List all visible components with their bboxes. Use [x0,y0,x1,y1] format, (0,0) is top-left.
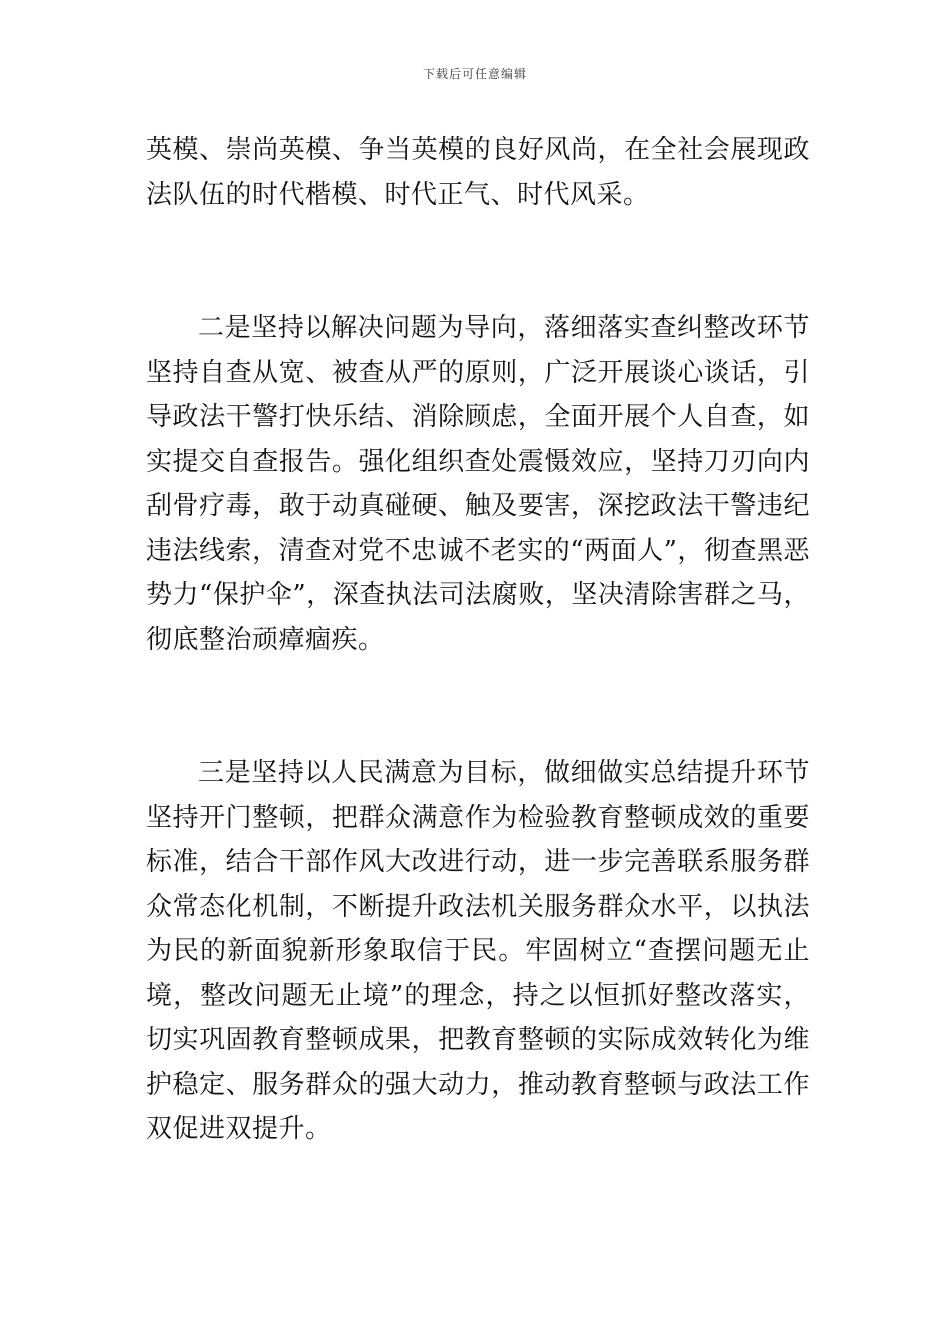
page-header: 下载后可任意编辑 [422,67,527,81]
paragraph-continuation: 英模、崇尚英模、争当英模的良好风尚，在全社会展现政法队伍的时代楷模、时代正气、时代风采。 [146,135,810,210]
paragraph-gap [146,217,810,306]
document-body [146,128,810,1152]
paragraph-three: 三是坚持以人民满意为目标，做细做实总结提升环节坚持开门整顿，把群众满意作为检验教育整顿成效的重要标准，结合干部作风大改进行动，进一步完善联系服务群众常态化机制，不断提升政法机关服务群众水平，以执法为民的新面貌新形象取信于民。牢固树立“查摆问题无止境，整改问题无止境”的理念，持之以恒抓好整改落实，切实巩固教育整顿成果，把教育整顿的实际成效转化为维护稳定、服务群众的强大动力，推动教育整顿与政法工作双促进双提升。 [146,758,810,1144]
paragraph-two: 二是坚持以解决问题为导向，落细落实查纠整改环节坚持自查从宽、被查从严的原则，广泛开展谈心谈话，引导政法干警打快乐结、消除顾虑，全面开展个人自查，如实提交自查报告。强化组织查处震慑效应，坚持刀刃向内刮骨疗毒，敢于动真碰硬、触及要害，深挖政法干警违纪违法线索，清查对党不忠诚不老实的“两面人”，彻查黑恶势力“保护伞”，深查执法司法腐败，坚决清除害群之马，彻底整治顽瘴痼疾。 [146,313,810,655]
paragraph-gap [146,662,810,751]
